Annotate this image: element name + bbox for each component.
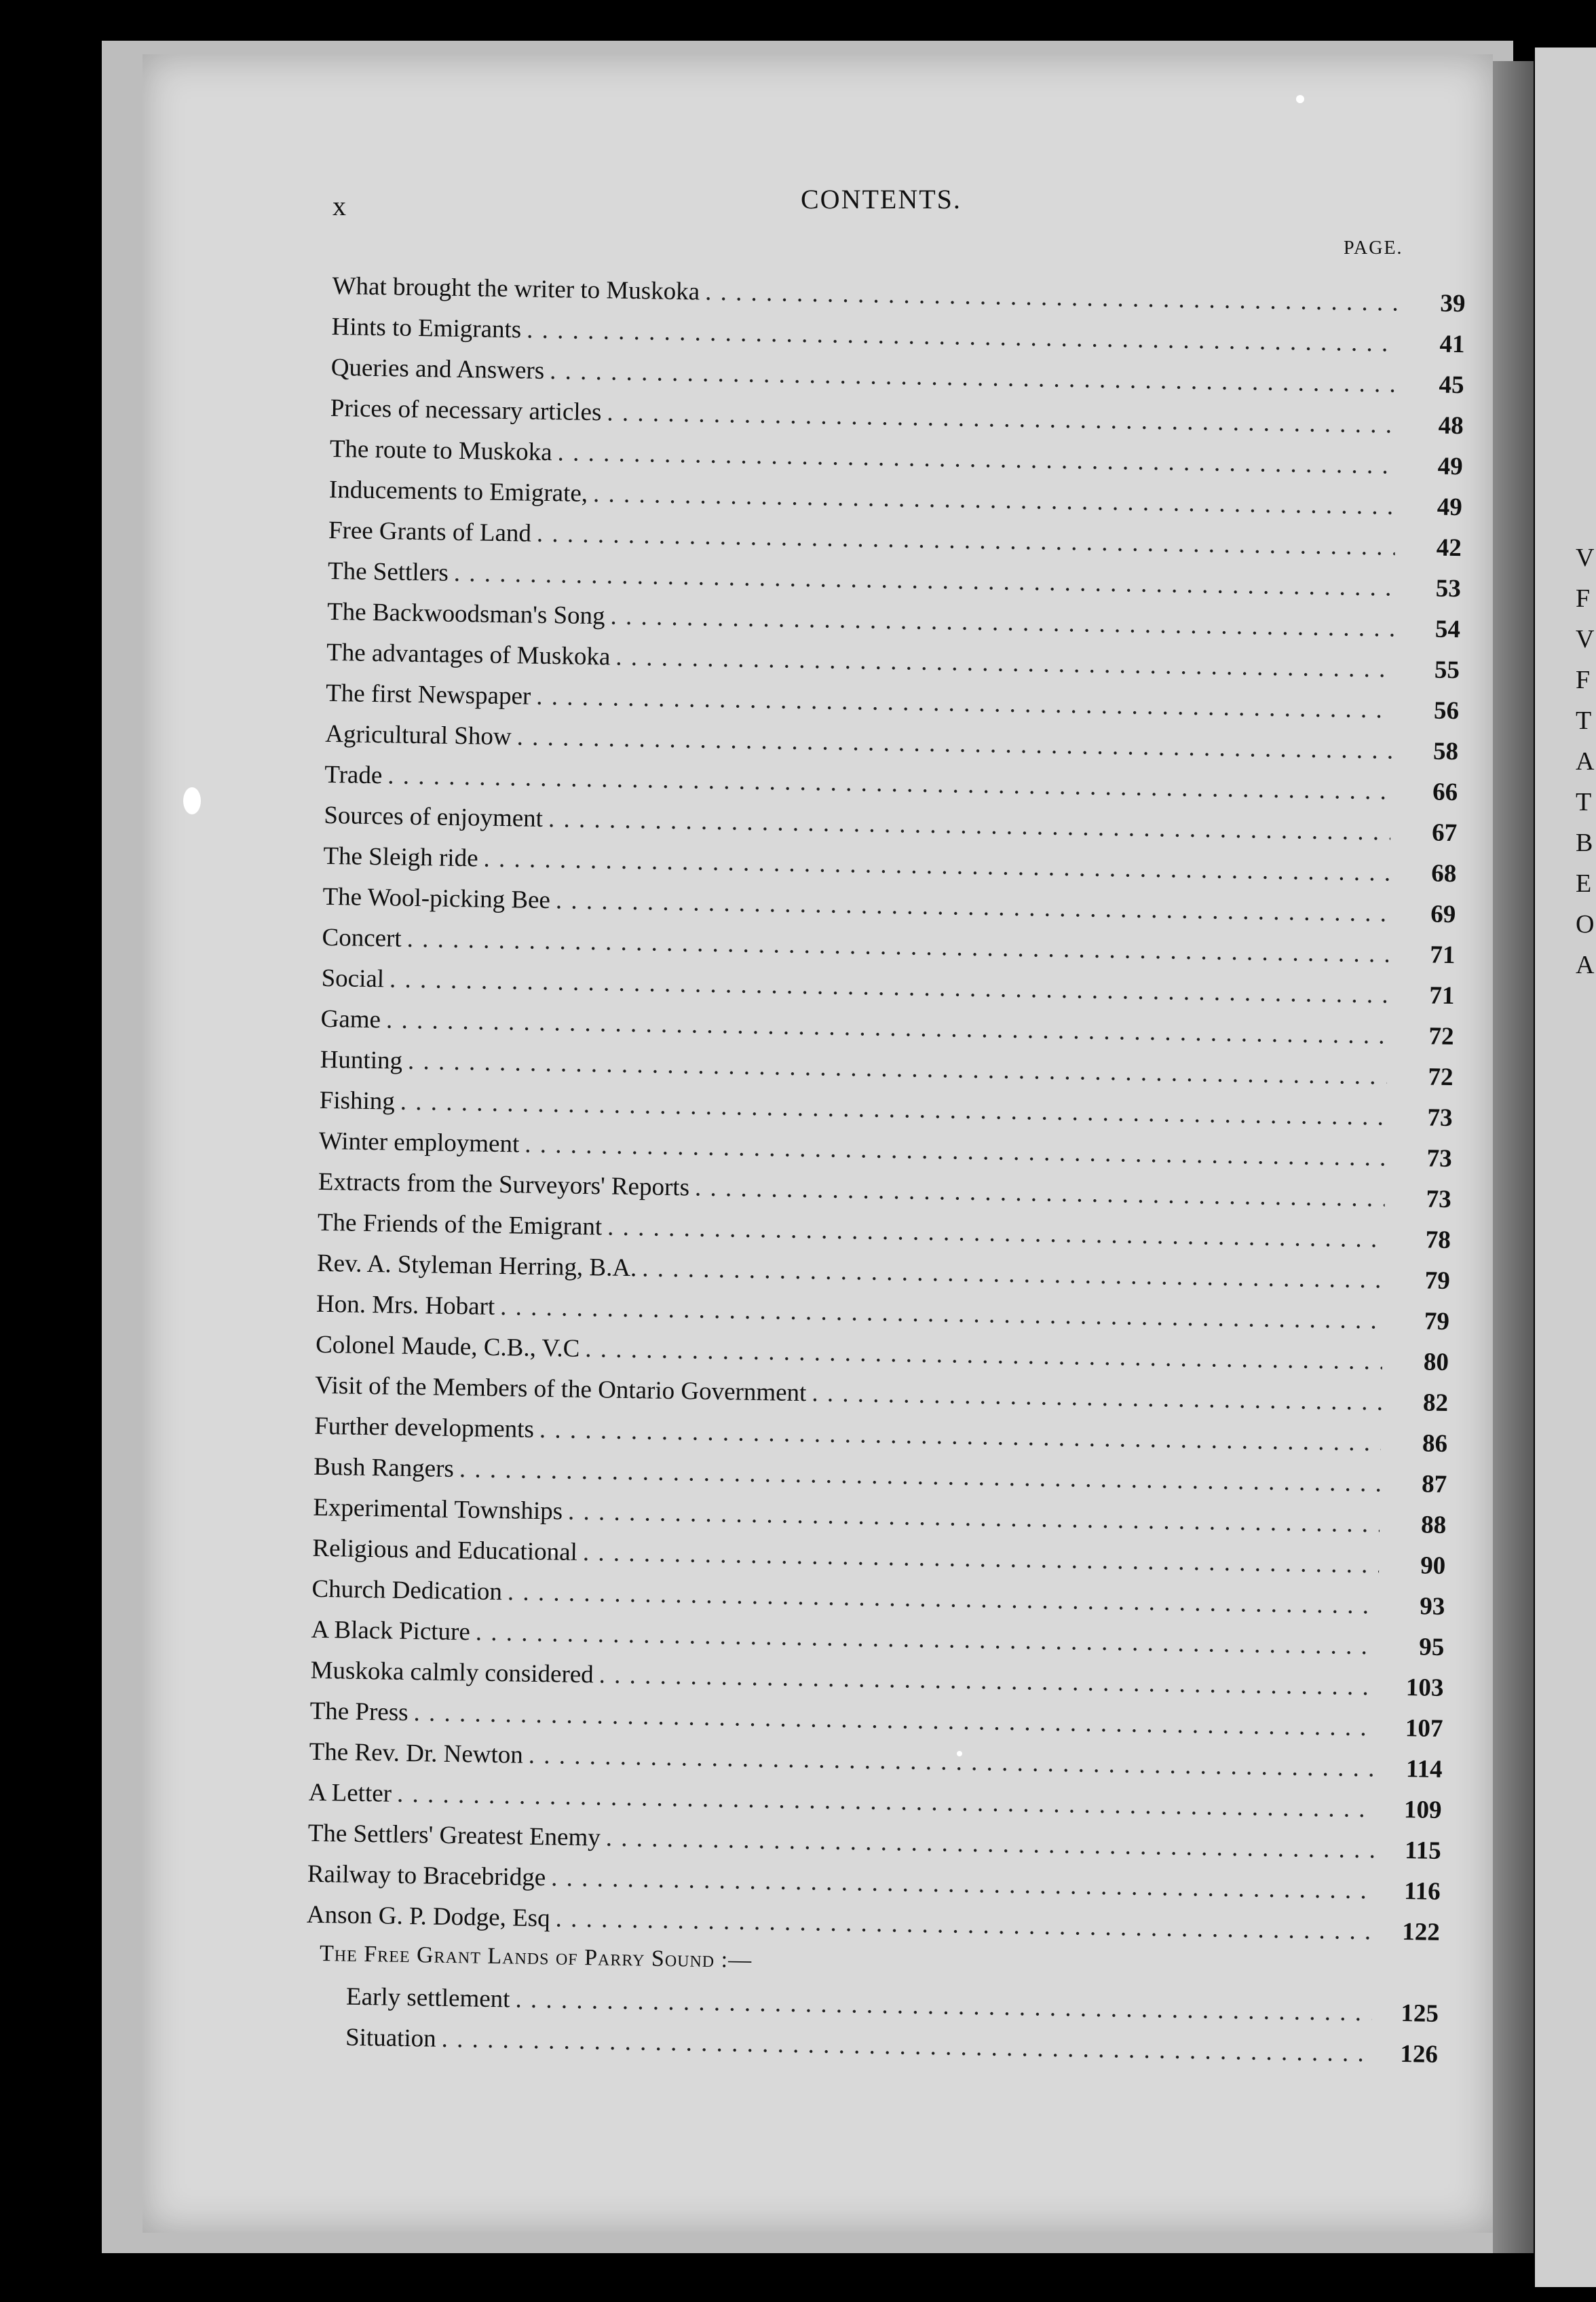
toc-entry-title: What brought the writer to Muskoka (332, 271, 700, 306)
toc-entry-page: 49 (1437, 452, 1464, 481)
toc-entry-title: The Rev. Dr. Newton (309, 1737, 524, 1769)
toc-entry-title: Bush Rangers (314, 1452, 455, 1484)
toc-entry-page: 71 (1430, 941, 1456, 970)
toc-entry-page: 125 (1401, 1999, 1439, 2028)
toc-entry-page: 73 (1427, 1103, 1453, 1133)
adjacent-page-letter: T (1576, 706, 1592, 735)
toc-entry-page: 71 (1429, 981, 1455, 1011)
toc-entry-title: Concert (322, 923, 402, 953)
adjacent-page-letter: T (1576, 788, 1592, 816)
toc-entry-page: 67 (1431, 818, 1458, 848)
adjacent-page-letter: F (1576, 666, 1591, 694)
toc-entry-title: Experimental Townships (313, 1493, 563, 1526)
page-gutter-edge (1493, 61, 1534, 2253)
toc-entry-page: 73 (1426, 1185, 1452, 1214)
toc-entry-title: Extracts from the Surveyors' Reports (318, 1167, 690, 1202)
adjacent-page-letter: V (1576, 625, 1595, 654)
toc-entry-title: Situation (345, 2023, 437, 2053)
toc-entry-page: 126 (1400, 2040, 1439, 2069)
toc-entry-title: Winter employment (318, 1127, 520, 1158)
toc-entry-title: The route to Muskoka (329, 434, 552, 467)
toc-entry-page: 55 (1434, 656, 1460, 685)
adjacent-page-letter: F (1576, 584, 1591, 613)
toc-entry-title: The Sleigh ride (323, 842, 478, 873)
toc-entry-page: 58 (1432, 737, 1459, 766)
page-title: CONTENTS. (801, 184, 962, 214)
toc-entry-title: Rev. A. Styleman Herring, B.A. (316, 1249, 637, 1283)
toc-entry-page: 115 (1404, 1836, 1441, 1865)
adjacent-page-letter: B (1576, 829, 1593, 857)
toc-entry-page: 68 (1430, 859, 1457, 888)
toc-entry-title: The Wool-picking Bee (322, 882, 551, 915)
toc-entry-title: Trade (324, 760, 383, 790)
toc-entry-title: A Black Picture (311, 1615, 471, 1646)
toc-entry-page: 93 (1419, 1592, 1445, 1621)
toc-entry-page: 56 (1433, 696, 1460, 725)
toc-entry-title: Hunting (320, 1045, 403, 1075)
toc-entry-page: 122 (1401, 1918, 1441, 1946)
toc-entry-page: 41 (1439, 330, 1465, 359)
toc-entry-page: 95 (1419, 1633, 1445, 1661)
toc-entry-page: 69 (1430, 900, 1456, 929)
toc-entry-title: Hon. Mrs. Hobart (316, 1289, 495, 1321)
toc-entry-title: Visit of the Members of the Ontario Government (314, 1371, 807, 1408)
toc-entry-page: 116 (1403, 1877, 1441, 1906)
adjacent-page-strip (1535, 48, 1596, 2287)
toc-entry-page: 107 (1405, 1714, 1443, 1743)
toc-entry-title: Free Grants of Land (328, 516, 532, 548)
toc-entry-title: Further developments (314, 1412, 535, 1444)
toc-entry-title: Colonel Maude, C.B., V.C (315, 1330, 580, 1363)
toc-entry-page: 109 (1403, 1796, 1442, 1824)
toc-entry-page: 87 (1421, 1470, 1447, 1499)
toc-entry-page: 114 (1405, 1755, 1443, 1784)
page-column-label: PAGE. (1344, 238, 1403, 259)
toc-entry-title: The Backwoodsman's Song (326, 597, 605, 630)
toc-entry-page: 72 (1428, 1063, 1454, 1092)
toc-entry-page: 53 (1435, 574, 1462, 603)
toc-entry-title: Fishing (319, 1086, 396, 1116)
toc-entry-title: The first Newspaper (325, 679, 531, 711)
toc-entry-title: Early settlement (345, 1982, 510, 2014)
toc-entry-title: The advantages of Muskoka (326, 638, 611, 671)
paper-speck (1296, 95, 1304, 103)
table-of-contents (305, 271, 1466, 2081)
toc-entry-page: 90 (1420, 1551, 1446, 1580)
toc-entry-page: 45 (1439, 371, 1464, 400)
toc-entry-title: The Friends of the Emigrant (317, 1208, 603, 1241)
toc-entry-title: Railway to Bracebridge (307, 1860, 546, 1892)
toc-entry-page: 78 (1425, 1226, 1451, 1255)
toc-entry-page: 86 (1422, 1429, 1448, 1458)
toc-entry-page: 88 (1420, 1511, 1447, 1540)
toc-entry-title: The Press (309, 1697, 408, 1727)
toc-entry-title: Social (321, 964, 385, 994)
toc-entry-title: Religious and Educational (312, 1534, 578, 1566)
roman-page-number: x (332, 191, 346, 221)
adjacent-page-letter: V (1576, 544, 1595, 572)
toc-entry-page: 80 (1423, 1348, 1449, 1377)
toc-entry-page: 79 (1424, 1266, 1451, 1296)
toc-entry-title: The Settlers' Greatest Enemy (307, 1819, 601, 1852)
adjacent-page-letter: O (1576, 910, 1595, 939)
toc-entry-title: Hints to Emigrants (331, 312, 522, 344)
paper-speck (183, 787, 201, 814)
toc-entry-page: 39 (1440, 289, 1466, 318)
adjacent-page-letter: A (1576, 747, 1595, 776)
toc-entry-page: 72 (1428, 1022, 1454, 1051)
toc-entry-title: Church Dedication (311, 1574, 503, 1606)
section-heading: The Free Grant Lands of Parry Sound :— (319, 1941, 753, 1974)
toc-entry-title: Muskoka calmly considered (310, 1656, 594, 1689)
toc-entry-title: Sources of enjoyment (324, 801, 544, 833)
toc-entry-title: Game (320, 1004, 381, 1034)
toc-entry-page: 42 (1436, 533, 1462, 563)
adjacent-page-letter: A (1576, 951, 1595, 979)
toc-entry-page: 103 (1405, 1674, 1444, 1702)
toc-entry-title: The Settlers (327, 556, 449, 587)
toc-entry-title: Inducements to Emigrate, (328, 475, 588, 508)
toc-entry-title: Anson G. P. Dodge, Esq (306, 1900, 550, 1933)
toc-entry-title: A Letter (308, 1778, 392, 1808)
toc-entry-page: 66 (1432, 778, 1458, 807)
toc-entry-page: 49 (1437, 493, 1463, 522)
toc-entry-page: 73 (1426, 1144, 1452, 1173)
toc-entry-page: 79 (1424, 1307, 1450, 1336)
toc-entry-page: 48 (1438, 411, 1464, 440)
toc-entry-title: Prices of necessary articles (330, 394, 602, 427)
toc-entry-page: 54 (1434, 615, 1461, 644)
toc-entry-title: Agricultural Show (324, 719, 512, 751)
toc-entry-page: 82 (1422, 1389, 1449, 1418)
toc-entry-title: Queries and Answers (330, 353, 545, 385)
adjacent-page-letter: E (1576, 869, 1592, 898)
